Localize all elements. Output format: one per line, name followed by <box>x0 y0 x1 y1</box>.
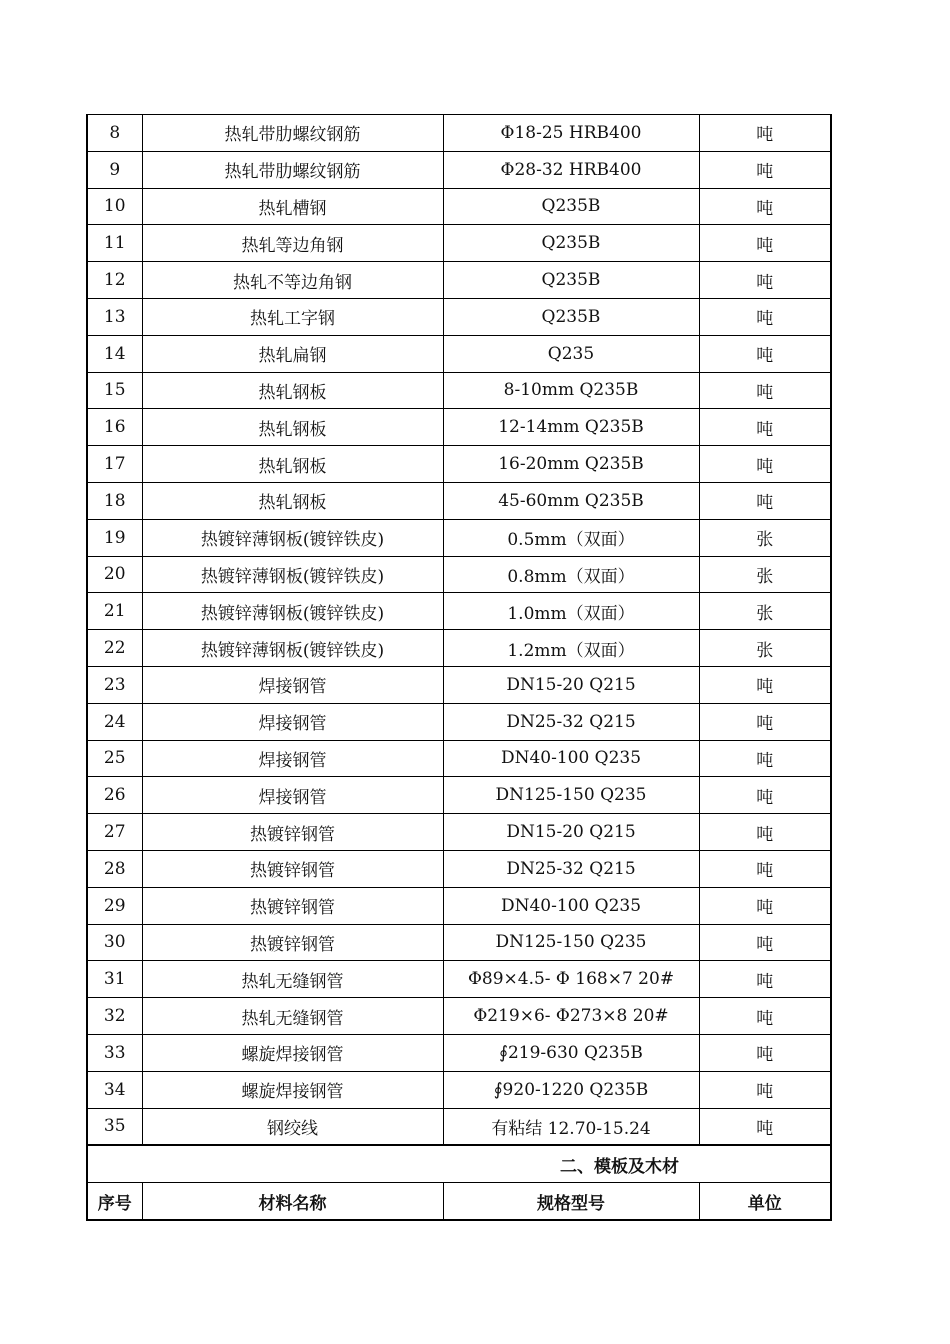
table-row <box>87 1108 831 1145</box>
row-number: 21 <box>87 593 142 630</box>
unit: 吨 <box>699 298 831 335</box>
row-number: 27 <box>87 814 142 851</box>
spec-model: Q235 <box>443 335 699 372</box>
material-name: 热镀锌薄钢板(镀锌铁皮) <box>142 593 443 630</box>
header-name: 材料名称 <box>142 1183 443 1220</box>
material-name: 焊接钢管 <box>142 777 443 814</box>
table-row <box>87 409 831 446</box>
table-row <box>87 115 831 152</box>
material-name: 焊接钢管 <box>142 740 443 777</box>
spec-model: Q235B <box>443 262 699 299</box>
material-name: 热镀锌钢管 <box>142 924 443 961</box>
material-name: 热轧等边角钢 <box>142 225 443 262</box>
row-number: 35 <box>87 1108 142 1145</box>
spec-model: DN40-100 Q235 <box>443 887 699 924</box>
material-name: 热轧钢板 <box>142 446 443 483</box>
spec-model: 16-20mm Q235B <box>443 446 699 483</box>
spec-model: 有粘结 12.70-15.24 <box>443 1108 699 1145</box>
row-number: 15 <box>87 372 142 409</box>
table-row <box>87 998 831 1035</box>
spec-model: Φ28-32 HRB400 <box>443 151 699 188</box>
unit: 吨 <box>699 446 831 483</box>
spec-model: 1.0mm（双面） <box>443 593 699 630</box>
material-name: 钢绞线 <box>142 1108 443 1145</box>
table-row <box>87 298 831 335</box>
material-name: 热镀锌钢管 <box>142 814 443 851</box>
material-name: 热镀锌薄钢板(镀锌铁皮) <box>142 519 443 556</box>
spec-model: DN40-100 Q235 <box>443 740 699 777</box>
row-number: 9 <box>87 151 142 188</box>
spec-model: 1.2mm（双面） <box>443 630 699 667</box>
row-number: 10 <box>87 188 142 225</box>
spec-model: Q235B <box>443 225 699 262</box>
material-name: 热镀锌薄钢板(镀锌铁皮) <box>142 630 443 667</box>
unit: 吨 <box>699 1071 831 1108</box>
row-number: 28 <box>87 850 142 887</box>
table-row <box>87 188 831 225</box>
unit: 吨 <box>699 409 831 446</box>
row-number: 31 <box>87 961 142 998</box>
unit: 吨 <box>699 666 831 703</box>
material-name: 热轧无缝钢管 <box>142 998 443 1035</box>
table-row <box>87 814 831 851</box>
table-row <box>87 924 831 961</box>
unit: 吨 <box>699 115 831 152</box>
spec-model: Q235B <box>443 298 699 335</box>
table-row <box>87 335 831 372</box>
row-number: 20 <box>87 556 142 593</box>
unit: 张 <box>699 630 831 667</box>
unit: 张 <box>699 519 831 556</box>
material-name: 热轧钢板 <box>142 372 443 409</box>
row-number: 25 <box>87 740 142 777</box>
table-row <box>87 262 831 299</box>
unit: 吨 <box>699 887 831 924</box>
material-name: 热轧无缝钢管 <box>142 961 443 998</box>
materials-table-body <box>87 115 831 1146</box>
spec-model: DN25-32 Q215 <box>443 850 699 887</box>
row-number: 33 <box>87 1034 142 1071</box>
material-name: 螺旋焊接钢管 <box>142 1034 443 1071</box>
row-number: 32 <box>87 998 142 1035</box>
row-number: 26 <box>87 777 142 814</box>
spec-model: 12-14mm Q235B <box>443 409 699 446</box>
material-name: 热镀锌薄钢板(镀锌铁皮) <box>142 556 443 593</box>
table-row <box>87 703 831 740</box>
unit: 吨 <box>699 924 831 961</box>
table-row <box>87 151 831 188</box>
row-number: 16 <box>87 409 142 446</box>
unit: 吨 <box>699 777 831 814</box>
table-row <box>87 556 831 593</box>
spec-model: DN15-20 Q215 <box>443 666 699 703</box>
table-row <box>87 593 831 630</box>
row-number: 17 <box>87 446 142 483</box>
row-number: 8 <box>87 115 142 152</box>
spec-model: Φ219×6- Φ273×8 20# <box>443 998 699 1035</box>
spec-model: Φ18-25 HRB400 <box>443 115 699 152</box>
table-row <box>87 1071 831 1108</box>
material-name: 焊接钢管 <box>142 703 443 740</box>
unit: 张 <box>699 556 831 593</box>
table-row <box>87 446 831 483</box>
table-row <box>87 519 831 556</box>
row-number: 29 <box>87 887 142 924</box>
unit: 吨 <box>699 335 831 372</box>
unit: 吨 <box>699 850 831 887</box>
spec-model: ∮920-1220 Q235B <box>443 1071 699 1108</box>
unit: 吨 <box>699 151 831 188</box>
table-row <box>87 666 831 703</box>
material-name: 螺旋焊接钢管 <box>142 1071 443 1108</box>
row-number: 24 <box>87 703 142 740</box>
row-number: 19 <box>87 519 142 556</box>
unit: 吨 <box>699 188 831 225</box>
material-name: 热轧工字钢 <box>142 298 443 335</box>
table-row <box>87 372 831 409</box>
table-row <box>87 225 831 262</box>
row-number: 11 <box>87 225 142 262</box>
unit: 吨 <box>699 703 831 740</box>
material-name: 热轧扁钢 <box>142 335 443 372</box>
table-row <box>87 887 831 924</box>
row-number: 14 <box>87 335 142 372</box>
spec-model: 0.5mm（双面） <box>443 519 699 556</box>
row-number: 13 <box>87 298 142 335</box>
row-number: 34 <box>87 1071 142 1108</box>
row-number: 18 <box>87 482 142 519</box>
unit: 吨 <box>699 1034 831 1071</box>
spec-model: ∮219-630 Q235B <box>443 1034 699 1071</box>
row-number: 12 <box>87 262 142 299</box>
table-row <box>87 777 831 814</box>
row-number: 30 <box>87 924 142 961</box>
material-name: 热镀锌钢管 <box>142 887 443 924</box>
header-spec: 规格型号 <box>443 1183 699 1220</box>
section-row <box>87 1145 831 1182</box>
table-row <box>87 850 831 887</box>
unit: 吨 <box>699 482 831 519</box>
table-row <box>87 740 831 777</box>
unit: 吨 <box>699 814 831 851</box>
spec-model: DN15-20 Q215 <box>443 814 699 851</box>
spec-model: DN125-150 Q235 <box>443 924 699 961</box>
table-row <box>87 1034 831 1071</box>
material-name: 焊接钢管 <box>142 666 443 703</box>
spec-model: 8-10mm Q235B <box>443 372 699 409</box>
table-row <box>87 630 831 667</box>
material-name: 热轧钢板 <box>142 409 443 446</box>
spec-model: DN125-150 Q235 <box>443 777 699 814</box>
unit: 吨 <box>699 961 831 998</box>
unit: 吨 <box>699 225 831 262</box>
header-row <box>87 1183 831 1220</box>
table-row <box>87 961 831 998</box>
unit: 吨 <box>699 372 831 409</box>
materials-table <box>86 114 832 1221</box>
material-name: 热轧带肋螺纹钢筋 <box>142 151 443 188</box>
row-number: 22 <box>87 630 142 667</box>
header-no: 序号 <box>87 1183 142 1220</box>
material-name: 热轧带肋螺纹钢筋 <box>142 115 443 152</box>
row-number: 23 <box>87 666 142 703</box>
spec-model: 0.8mm（双面） <box>443 556 699 593</box>
unit: 张 <box>699 593 831 630</box>
spec-model: DN25-32 Q215 <box>443 703 699 740</box>
unit: 吨 <box>699 998 831 1035</box>
spec-model: Q235B <box>443 188 699 225</box>
spec-model: Φ89×4.5- Φ 168×7 20# <box>443 961 699 998</box>
material-name: 热轧钢板 <box>142 482 443 519</box>
section-title: 二、模板及木材 <box>560 1156 679 1177</box>
material-name: 热镀锌钢管 <box>142 850 443 887</box>
unit: 吨 <box>699 740 831 777</box>
unit: 吨 <box>699 1108 831 1145</box>
header-unit: 单位 <box>699 1183 831 1220</box>
unit: 吨 <box>699 262 831 299</box>
material-name: 热轧槽钢 <box>142 188 443 225</box>
material-name: 热轧不等边角钢 <box>142 262 443 299</box>
spec-model: 45-60mm Q235B <box>443 482 699 519</box>
table-row <box>87 482 831 519</box>
